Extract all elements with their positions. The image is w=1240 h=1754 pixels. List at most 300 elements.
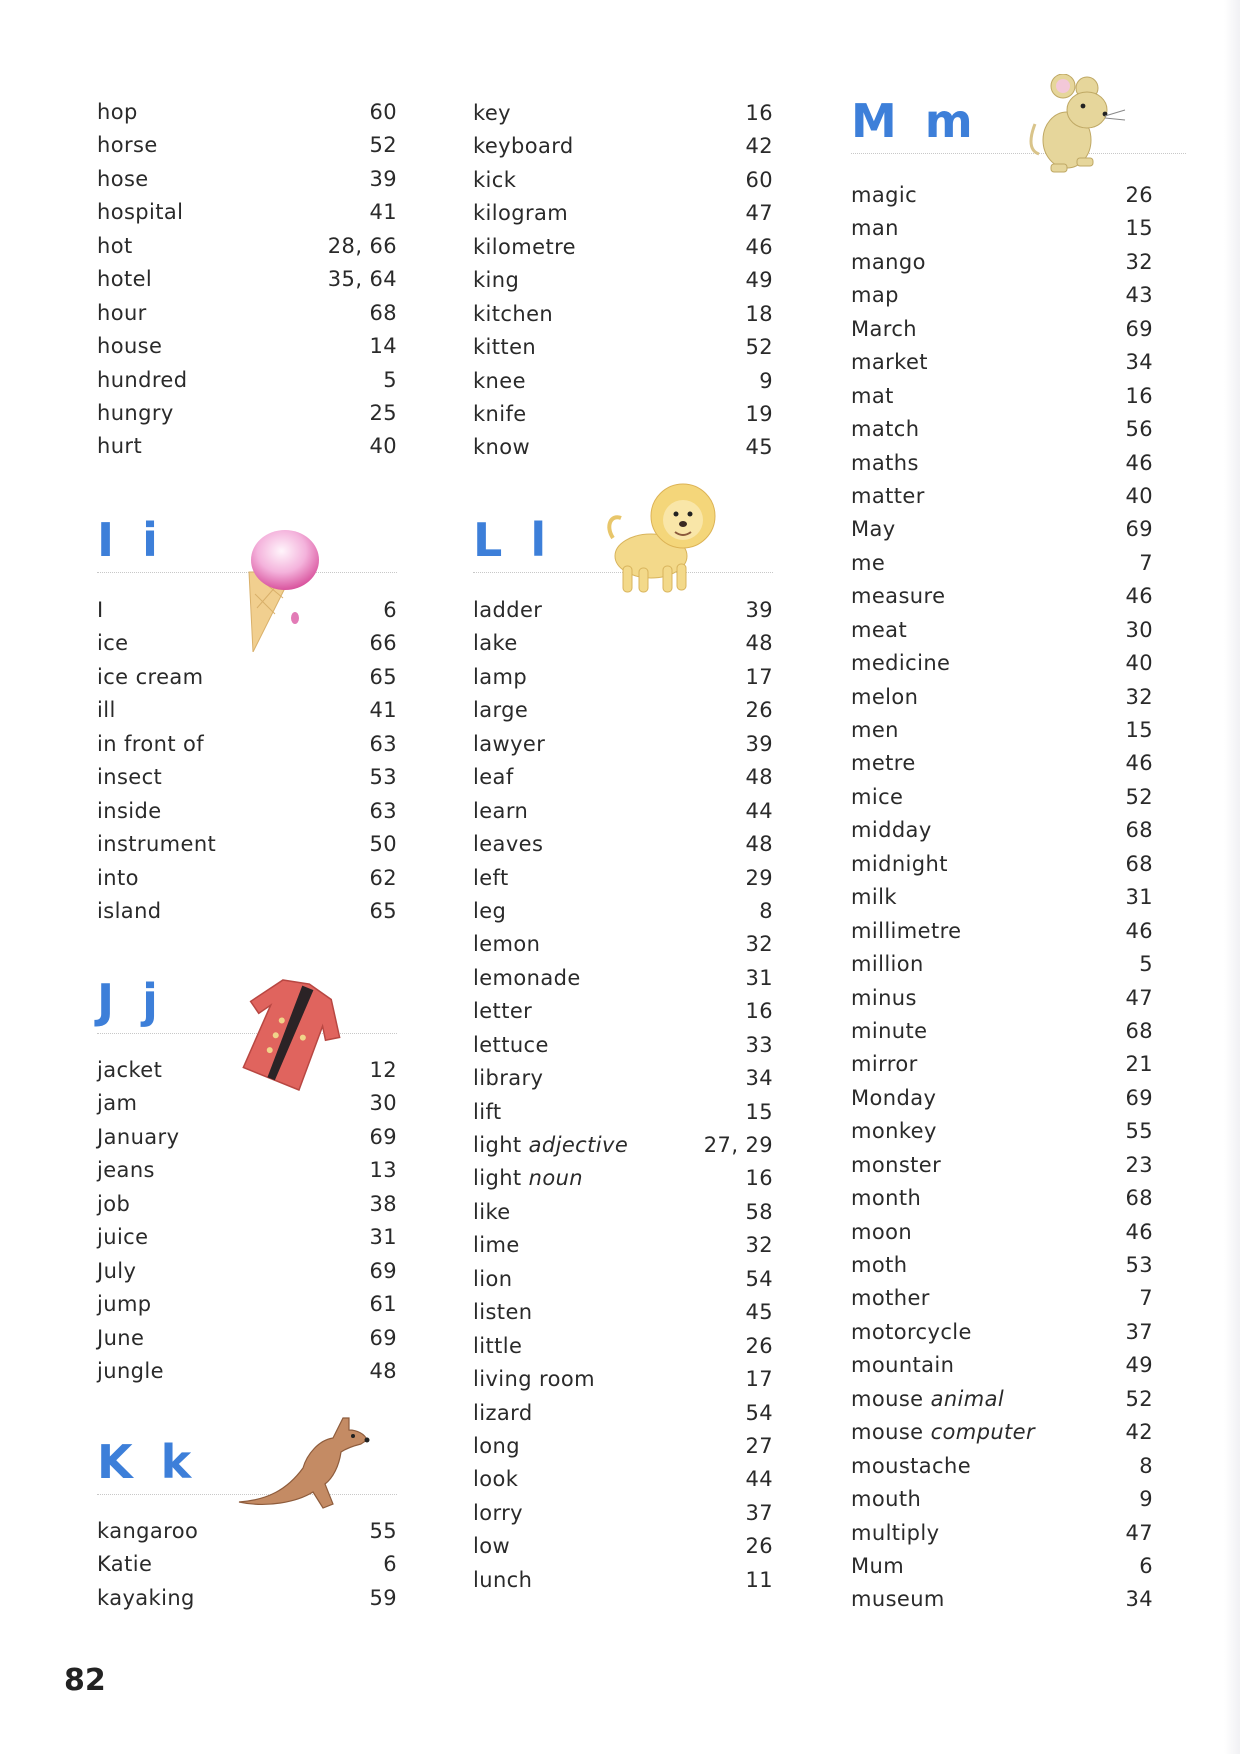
entry-headword: kayaking: [97, 1585, 195, 1610]
entry-word: [97, 795, 162, 828]
index-entry: [97, 728, 397, 761]
index-entry: [473, 1497, 773, 1530]
index-entry: [97, 1087, 397, 1120]
entry-page-ref: 35, 64: [327, 267, 397, 292]
index-entry: [97, 1355, 397, 1388]
entry-word: [473, 164, 516, 197]
entry-page-ref: 56: [1125, 417, 1153, 442]
index-entry: [851, 513, 1153, 546]
entry-page-ref: 37: [745, 1500, 773, 1525]
entry-page-ref: 30: [1125, 617, 1153, 642]
entry-page-ref: 62: [369, 865, 397, 890]
mouse-icon: [1021, 74, 1131, 178]
entry-word: [851, 279, 899, 312]
entry-word: [851, 1082, 936, 1115]
entry-headword: mat: [851, 383, 894, 408]
entry-headword: knife: [473, 401, 527, 426]
heading-divider: [851, 153, 1186, 154]
entry-page-ref: 68: [1125, 851, 1153, 876]
entry-headword: minute: [851, 1018, 928, 1043]
index-entry: [473, 1096, 773, 1129]
entry-headword: multiply: [851, 1520, 940, 1545]
entry-headword: long: [473, 1433, 520, 1458]
entry-word: [473, 661, 527, 694]
entry-page-ref: 26: [1125, 183, 1153, 207]
index-entry: [97, 263, 397, 296]
entry-word: [851, 1216, 912, 1249]
index-entry: [473, 1530, 773, 1563]
entry-word: [473, 398, 527, 431]
entry-word: [851, 814, 932, 847]
entry-word: [851, 1282, 930, 1315]
entry-headword: melon: [851, 684, 919, 709]
entry-headword: lettuce: [473, 1032, 549, 1057]
index-entry: [851, 814, 1153, 847]
entry-page-ref: 39: [745, 598, 773, 622]
entry-page-ref: 16: [745, 101, 773, 125]
entry-page-ref: 46: [1125, 918, 1153, 943]
index-entry: [473, 594, 773, 627]
index-entry: [97, 828, 397, 861]
entry-headword: kitchen: [473, 301, 554, 326]
entry-headword: hotel: [97, 267, 153, 292]
index-entry: [851, 246, 1153, 279]
entry-word: [473, 431, 530, 464]
entry-headword: king: [473, 268, 520, 293]
index-entry: [473, 962, 773, 995]
entry-page-ref: 9: [759, 368, 773, 393]
entry-page-ref: 48: [369, 1358, 397, 1383]
index-entry: [851, 212, 1153, 245]
entry-word: [97, 129, 158, 162]
entry-word: [851, 1182, 921, 1215]
entry-page-ref: 26: [745, 698, 773, 723]
entry-word: [851, 1048, 918, 1081]
entry-headword: ice cream: [97, 664, 204, 689]
entry-headword: January: [97, 1124, 180, 1149]
entry-page-ref: 66: [369, 631, 397, 656]
entry-list-k-continued: [473, 97, 773, 465]
index-entry: [851, 313, 1153, 346]
entry-word: [473, 365, 526, 398]
heading-letters: K k: [97, 1435, 198, 1489]
entry-headword: know: [473, 435, 531, 460]
entry-page-ref: 7: [1139, 550, 1153, 575]
index-entry: [851, 848, 1153, 881]
index-entry: [851, 1149, 1153, 1182]
entry-headword: leaves: [473, 832, 544, 857]
index-entry: [473, 97, 773, 130]
entry-word: [97, 694, 116, 727]
entry-word: [851, 547, 885, 580]
entry-list-k: [97, 1515, 397, 1615]
entry-word: [473, 97, 511, 130]
entry-word: [97, 1221, 148, 1254]
index-entry: [851, 346, 1153, 379]
entry-headword: lake: [473, 631, 518, 656]
index-entry: [97, 1515, 397, 1548]
entry-word: [473, 1196, 511, 1229]
entry-headword: mirror: [851, 1052, 918, 1077]
entry-page-ref: 39: [369, 166, 397, 191]
index-entry: [473, 895, 773, 928]
entry-headword: leaf: [473, 765, 514, 790]
entry-headword: listen: [473, 1300, 533, 1325]
index-entry: [97, 627, 397, 660]
entry-headword: mango: [851, 249, 926, 274]
entry-headword: Mum: [851, 1553, 905, 1578]
index-entry: [473, 197, 773, 230]
index-entry: [97, 862, 397, 895]
index-entry: [851, 547, 1153, 580]
entry-page-ref: 27: [745, 1433, 773, 1458]
entry-word: [851, 1583, 945, 1616]
entry-word: [473, 728, 545, 761]
index-entry: [851, 1082, 1153, 1115]
entry-headword: little: [473, 1333, 523, 1358]
entry-headword: monster: [851, 1152, 942, 1177]
entry-page-ref: 17: [745, 1367, 773, 1392]
entry-headword: ladder: [473, 598, 543, 622]
entry-word: [851, 179, 917, 212]
index-entry: [851, 714, 1153, 747]
index-entry: [97, 96, 397, 129]
entry-word: [851, 881, 897, 914]
entry-headword: month: [851, 1186, 922, 1211]
entry-page-ref: 41: [369, 698, 397, 723]
entry-word: [97, 297, 147, 330]
entry-page-ref: 40: [369, 434, 397, 459]
index-entry: [97, 163, 397, 196]
entry-word: [473, 1162, 583, 1195]
index-entry: [473, 398, 773, 431]
index-entry: [473, 1296, 773, 1329]
entry-page-ref: 50: [369, 832, 397, 857]
entry-headword: July: [97, 1258, 137, 1283]
entry-word: [473, 761, 514, 794]
index-entry: [473, 795, 773, 828]
index-entry: [851, 1015, 1153, 1048]
heading-letters: L l: [473, 513, 553, 567]
index-entry: [473, 1397, 773, 1430]
entry-page-ref: 69: [369, 1325, 397, 1350]
entry-word: [851, 614, 907, 647]
index-entry: [97, 430, 397, 463]
entry-word: [473, 1229, 520, 1262]
index-entry: [851, 1517, 1153, 1550]
entry-word: [473, 331, 536, 364]
entry-headword: I: [97, 598, 104, 622]
entry-page-ref: 55: [369, 1519, 397, 1543]
entry-word: [473, 795, 528, 828]
entry-word: [473, 1497, 523, 1530]
entry-word: [851, 948, 924, 981]
index-entry: [97, 1322, 397, 1355]
index-entry: [851, 614, 1153, 647]
entry-headword: Katie: [97, 1552, 153, 1577]
entry-page-ref: 52: [745, 335, 773, 360]
entry-page-ref: 32: [1125, 249, 1153, 274]
index-entry: [97, 1121, 397, 1154]
entry-headword: kilogram: [473, 201, 569, 226]
entry-page-ref: 47: [1125, 985, 1153, 1010]
entry-page-ref: 68: [1125, 818, 1153, 843]
entry-page-ref: 44: [745, 1467, 773, 1492]
index-entry: [851, 1048, 1153, 1081]
entry-word: [97, 1087, 137, 1120]
entry-page-ref: 69: [369, 1258, 397, 1283]
index-entry: [97, 761, 397, 794]
entry-headword: measure: [851, 584, 946, 609]
entry-page-ref: 60: [369, 100, 397, 124]
entry-word: [473, 1296, 532, 1329]
entry-word: [473, 1463, 518, 1496]
entry-word: [851, 1383, 1004, 1416]
entry-word: [97, 1515, 198, 1548]
index-entry: [97, 196, 397, 229]
entry-headword: March: [851, 316, 918, 341]
entry-headword: left: [473, 865, 509, 890]
entry-list-h: [97, 96, 397, 464]
entry-word: [473, 264, 519, 297]
index-entry: [473, 1330, 773, 1363]
entry-word: [97, 661, 204, 694]
entry-page-ref: 69: [1125, 517, 1153, 542]
entry-word: [97, 1548, 152, 1581]
entry-page-ref: 25: [369, 400, 397, 425]
entry-word: [97, 895, 162, 928]
index-entry: [97, 129, 397, 162]
entry-word: [473, 895, 506, 928]
entry-word: [851, 346, 928, 379]
index-entry: [851, 1583, 1153, 1616]
entry-page-ref: 65: [369, 898, 397, 923]
entry-word: [97, 1154, 155, 1187]
entry-headword: lamp: [473, 664, 528, 689]
index-entry: [851, 1282, 1153, 1315]
entry-word: [851, 714, 899, 747]
entry-word: [851, 447, 919, 480]
entry-word: [473, 594, 542, 627]
entry-headword: jam: [97, 1091, 138, 1116]
entry-page-ref: 63: [369, 731, 397, 756]
entry-headword: hop: [97, 100, 138, 124]
entry-page-ref: 61: [369, 1292, 397, 1317]
entry-word: [851, 313, 917, 346]
entry-headword: man: [851, 216, 899, 241]
entry-headword: island: [97, 898, 162, 923]
entry-headword: lime: [473, 1233, 520, 1258]
entry-word: [851, 1249, 907, 1282]
entry-headword: ice: [97, 631, 129, 656]
entry-word: [473, 1530, 510, 1563]
entry-headword: medicine: [851, 651, 951, 676]
entry-page-ref: 59: [369, 1585, 397, 1610]
index-entry: [97, 330, 397, 363]
entry-word: [473, 298, 553, 331]
entry-page-ref: 46: [745, 234, 773, 259]
entry-page-ref: 46: [1125, 751, 1153, 776]
index-entry: [851, 447, 1153, 480]
entry-headword: midnight: [851, 851, 948, 876]
entry-word: [97, 263, 152, 296]
entry-headword: low: [473, 1534, 511, 1559]
entry-headword: lunch: [473, 1567, 533, 1592]
entry-word: [473, 1330, 522, 1363]
entry-word: [851, 1349, 954, 1382]
entry-page-ref: 54: [745, 1266, 773, 1291]
entry-word: [97, 163, 149, 196]
index-entry: [97, 297, 397, 330]
entry-word: [851, 1550, 904, 1583]
entry-headword: me: [851, 550, 886, 575]
index-entry: [473, 1129, 773, 1162]
entry-word: [97, 728, 204, 761]
entry-headword: mouse: [851, 1420, 924, 1445]
entry-page-ref: 45: [745, 1300, 773, 1325]
entry-page-ref: 32: [1125, 684, 1153, 709]
index-entry: [473, 928, 773, 961]
entry-headword: million: [851, 952, 924, 977]
entry-headword: motorcycle: [851, 1319, 972, 1344]
entry-page-ref: 46: [1125, 1219, 1153, 1244]
entry-headword: lift: [473, 1099, 502, 1124]
entry-page-ref: 8: [1139, 1453, 1153, 1478]
entry-page-ref: 53: [369, 765, 397, 790]
entry-page-ref: 15: [745, 1099, 773, 1124]
entry-headword: kick: [473, 167, 517, 192]
index-entry: [473, 828, 773, 861]
entry-headword: hurt: [97, 434, 143, 459]
entry-page-ref: 69: [369, 1124, 397, 1149]
entry-headword: kangaroo: [97, 1519, 199, 1543]
entry-headword: mother: [851, 1286, 930, 1311]
index-entry: [851, 179, 1153, 212]
entry-page-ref: 38: [369, 1191, 397, 1216]
index-entry: [851, 781, 1153, 814]
entry-word: [851, 1517, 939, 1550]
entry-headword: Monday: [851, 1085, 937, 1110]
index-entry: [851, 747, 1153, 780]
entry-page-ref: 33: [745, 1032, 773, 1057]
index-entry: [851, 1316, 1153, 1349]
entry-headword: hundred: [97, 367, 188, 392]
entry-word: [473, 1397, 533, 1430]
entry-headword: jacket: [97, 1058, 163, 1082]
index-entry: [97, 1188, 397, 1221]
entry-page-ref: 28, 66: [327, 233, 397, 258]
entry-page-ref: 31: [745, 965, 773, 990]
index-entry: [851, 1450, 1153, 1483]
index-entry: [473, 1062, 773, 1095]
entry-headword: mice: [851, 784, 904, 809]
entry-headword: instrument: [97, 832, 217, 857]
index-entry: [473, 130, 773, 163]
entry-page-ref: 27, 29: [703, 1133, 773, 1157]
entry-headword: mouth: [851, 1487, 922, 1512]
index-entry: [473, 661, 773, 694]
entry-word: [473, 828, 543, 861]
entry-page-ref: 46: [1125, 584, 1153, 609]
entry-word: [97, 1188, 130, 1221]
entry-page-ref: 68: [1125, 1186, 1153, 1211]
entry-page-ref: 7: [1139, 1286, 1153, 1311]
index-entry: [97, 895, 397, 928]
entry-page-ref: 68: [1125, 1018, 1153, 1043]
entry-headword: lizard: [473, 1400, 533, 1425]
entry-page-ref: 41: [369, 200, 397, 225]
heading-letters: M m: [851, 94, 979, 148]
entry-page-ref: 49: [745, 268, 773, 293]
entry-page-ref: 31: [1125, 885, 1153, 910]
entry-headword: kitten: [473, 335, 537, 360]
index-entry: [473, 298, 773, 331]
entry-page-ref: 17: [745, 664, 773, 689]
entry-page-ref: 31: [369, 1225, 397, 1250]
entry-word: [851, 1115, 937, 1148]
entry-headword: juice: [97, 1225, 149, 1250]
entry-headword: horse: [97, 133, 158, 158]
entry-list-l: [473, 594, 773, 1597]
entry-page-ref: 5: [383, 367, 397, 392]
entry-page-ref: 52: [1125, 784, 1153, 809]
index-entry: [851, 681, 1153, 714]
index-entry: [473, 431, 773, 464]
entry-headword: library: [473, 1066, 544, 1091]
entry-headword: May: [851, 517, 896, 542]
entry-headword: lawyer: [473, 731, 546, 756]
page-edge-shadow: [1224, 0, 1240, 1754]
entry-page-ref: 6: [1139, 1553, 1153, 1578]
entry-headword: meat: [851, 617, 908, 642]
entry-word: [473, 862, 509, 895]
entry-headword: men: [851, 718, 899, 742]
index-entry: [851, 1115, 1153, 1148]
entry-headword: light: [473, 1166, 522, 1191]
entry-word: [473, 1263, 512, 1296]
entry-word: [851, 413, 919, 446]
entry-headword: map: [851, 283, 899, 308]
entry-page-ref: 47: [1125, 1520, 1153, 1545]
entry-page-ref: 8: [759, 898, 773, 923]
entry-page-ref: 12: [369, 1058, 397, 1082]
index-entry: [473, 1229, 773, 1262]
entry-word: [851, 513, 896, 546]
entry-page-ref: 6: [383, 598, 397, 622]
entry-word: [473, 1430, 520, 1463]
index-entry: [473, 694, 773, 727]
entry-page-ref: 11: [745, 1567, 773, 1592]
entry-headword: millimetre: [851, 918, 962, 943]
entry-part-of-speech: animal: [930, 1386, 1005, 1411]
entry-page-ref: 55: [1125, 1119, 1153, 1144]
index-entry: [473, 728, 773, 761]
index-entry: [473, 1363, 773, 1396]
entry-word: [97, 1054, 162, 1087]
index-entry: [97, 230, 397, 263]
index-entry: [97, 694, 397, 727]
index-entry: [473, 1162, 773, 1195]
entry-headword: museum: [851, 1587, 945, 1612]
index-entry: [473, 627, 773, 660]
entry-headword: midday: [851, 818, 932, 843]
entry-headword: match: [851, 417, 920, 442]
entry-headword: letter: [473, 999, 533, 1024]
entry-page-ref: 45: [745, 435, 773, 460]
index-entry: [473, 862, 773, 895]
entry-word: [473, 694, 528, 727]
entry-headword: inside: [97, 798, 162, 823]
